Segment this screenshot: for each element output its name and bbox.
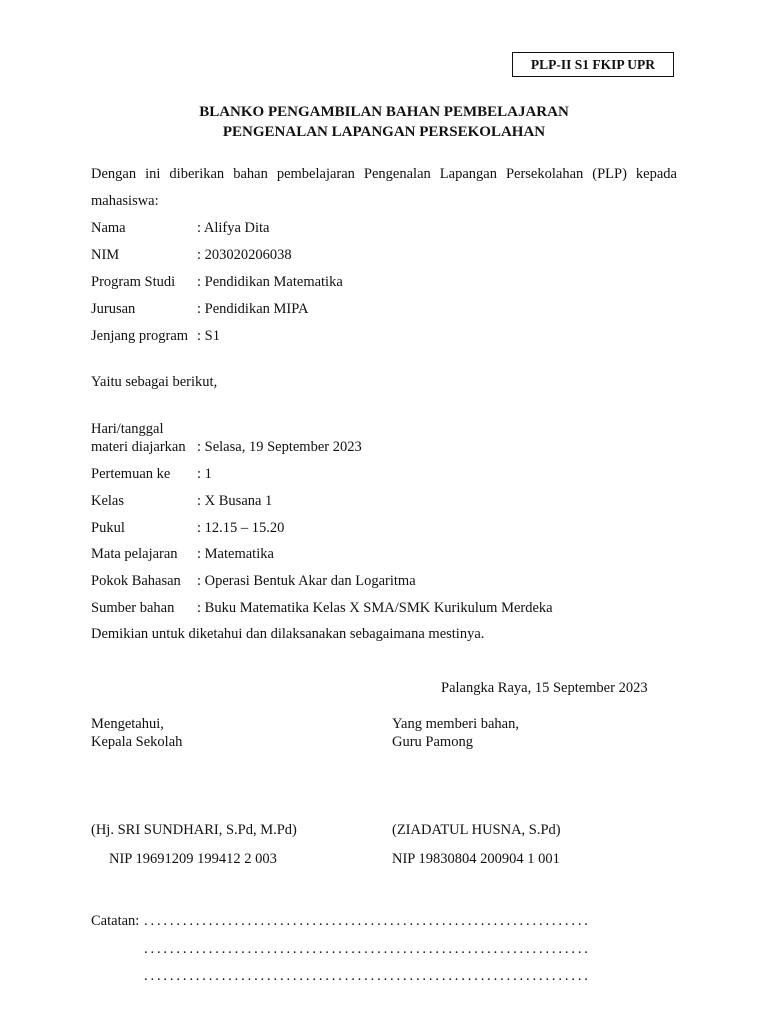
source-label: Sumber bahan <box>91 600 175 616</box>
left-signer-title-2: Kepala Sekolah <box>91 734 183 750</box>
document-title-line-2: PENGENALAN LAPANGAN PERSEKOLAHAN <box>222 124 546 140</box>
mentor-teacher-nip: NIP 19830804 200904 1 001 <box>392 851 560 867</box>
student-nim-label: NIM <box>91 247 120 263</box>
notes-dotted-line-3: ..................................................................... <box>144 968 591 984</box>
lesson-date-value: : Selasa, 19 September 2023 <box>197 439 362 455</box>
student-name-value: : Alifya Dita <box>197 220 270 236</box>
document-title-line-1: BLANKO PENGAMBILAN BAHAN PEMBELAJARAN <box>199 104 569 120</box>
class-label: Kelas <box>91 493 125 509</box>
notes-dotted-line-1: ..................................................................... <box>144 913 591 929</box>
topic-label: Pokok Bahasan <box>91 573 181 589</box>
notes-dotted-line-2: ..................................................................... <box>144 941 591 957</box>
student-name-label: Nama <box>91 220 126 236</box>
study-program-label: Program Studi <box>91 274 176 290</box>
time-label: Pukul <box>91 520 125 536</box>
lesson-date-label-line-1: Hari/tanggal <box>91 421 164 437</box>
form-code-box: PLP-II S1 FKIP UPR <box>512 52 674 77</box>
principal-name: (Hj. SRI SUNDHARI, S.Pd, M.Pd) <box>91 822 297 838</box>
time-value: : 12.15 – 15.20 <box>197 520 285 536</box>
source-value: : Buku Matematika Kelas X SMA/SMK Kurikulum Merdeka <box>197 600 553 616</box>
intro-text-line-1: Dengan ini diberikan bahan pembelajaran Pengenalan Lapangan Persekolahan (PLP) kepada <box>91 166 677 182</box>
place-date: Palangka Raya, 15 September 2023 <box>441 680 648 696</box>
right-signer-title-1: Yang memberi bahan, <box>392 716 519 732</box>
study-program-value: : Pendidikan Matematika <box>197 274 343 290</box>
lesson-date-label-line-2: materi diajarkan <box>91 439 186 455</box>
notes-label: Catatan: <box>91 913 140 929</box>
program-level-value: : S1 <box>197 328 220 344</box>
subject-label: Mata pelajaran <box>91 546 178 562</box>
meeting-number-label: Pertemuan ke <box>91 466 171 482</box>
intro-text-line-2: mahasiswa: <box>91 193 159 209</box>
department-label: Jurusan <box>91 301 136 317</box>
subject-value: : Matematika <box>197 546 274 562</box>
program-level-label: Jenjang program <box>91 328 189 344</box>
class-value: : X Busana 1 <box>197 493 273 509</box>
student-nim-value: : 203020206038 <box>197 247 292 263</box>
meeting-number-value: : 1 <box>197 466 212 482</box>
left-signer-title-1: Mengetahui, <box>91 716 164 732</box>
following-text: Yaitu sebagai berikut, <box>91 374 218 390</box>
right-signer-title-2: Guru Pamong <box>392 734 473 750</box>
department-value: : Pendidikan MIPA <box>197 301 309 317</box>
closing-text: Demikian untuk diketahui dan dilaksanakan sebagaimana mestinya. <box>91 626 485 642</box>
mentor-teacher-name: (ZIADATUL HUSNA, S.Pd) <box>392 822 561 838</box>
topic-value: : Operasi Bentuk Akar dan Logaritma <box>197 573 416 589</box>
principal-nip: NIP 19691209 199412 2 003 <box>109 851 277 867</box>
